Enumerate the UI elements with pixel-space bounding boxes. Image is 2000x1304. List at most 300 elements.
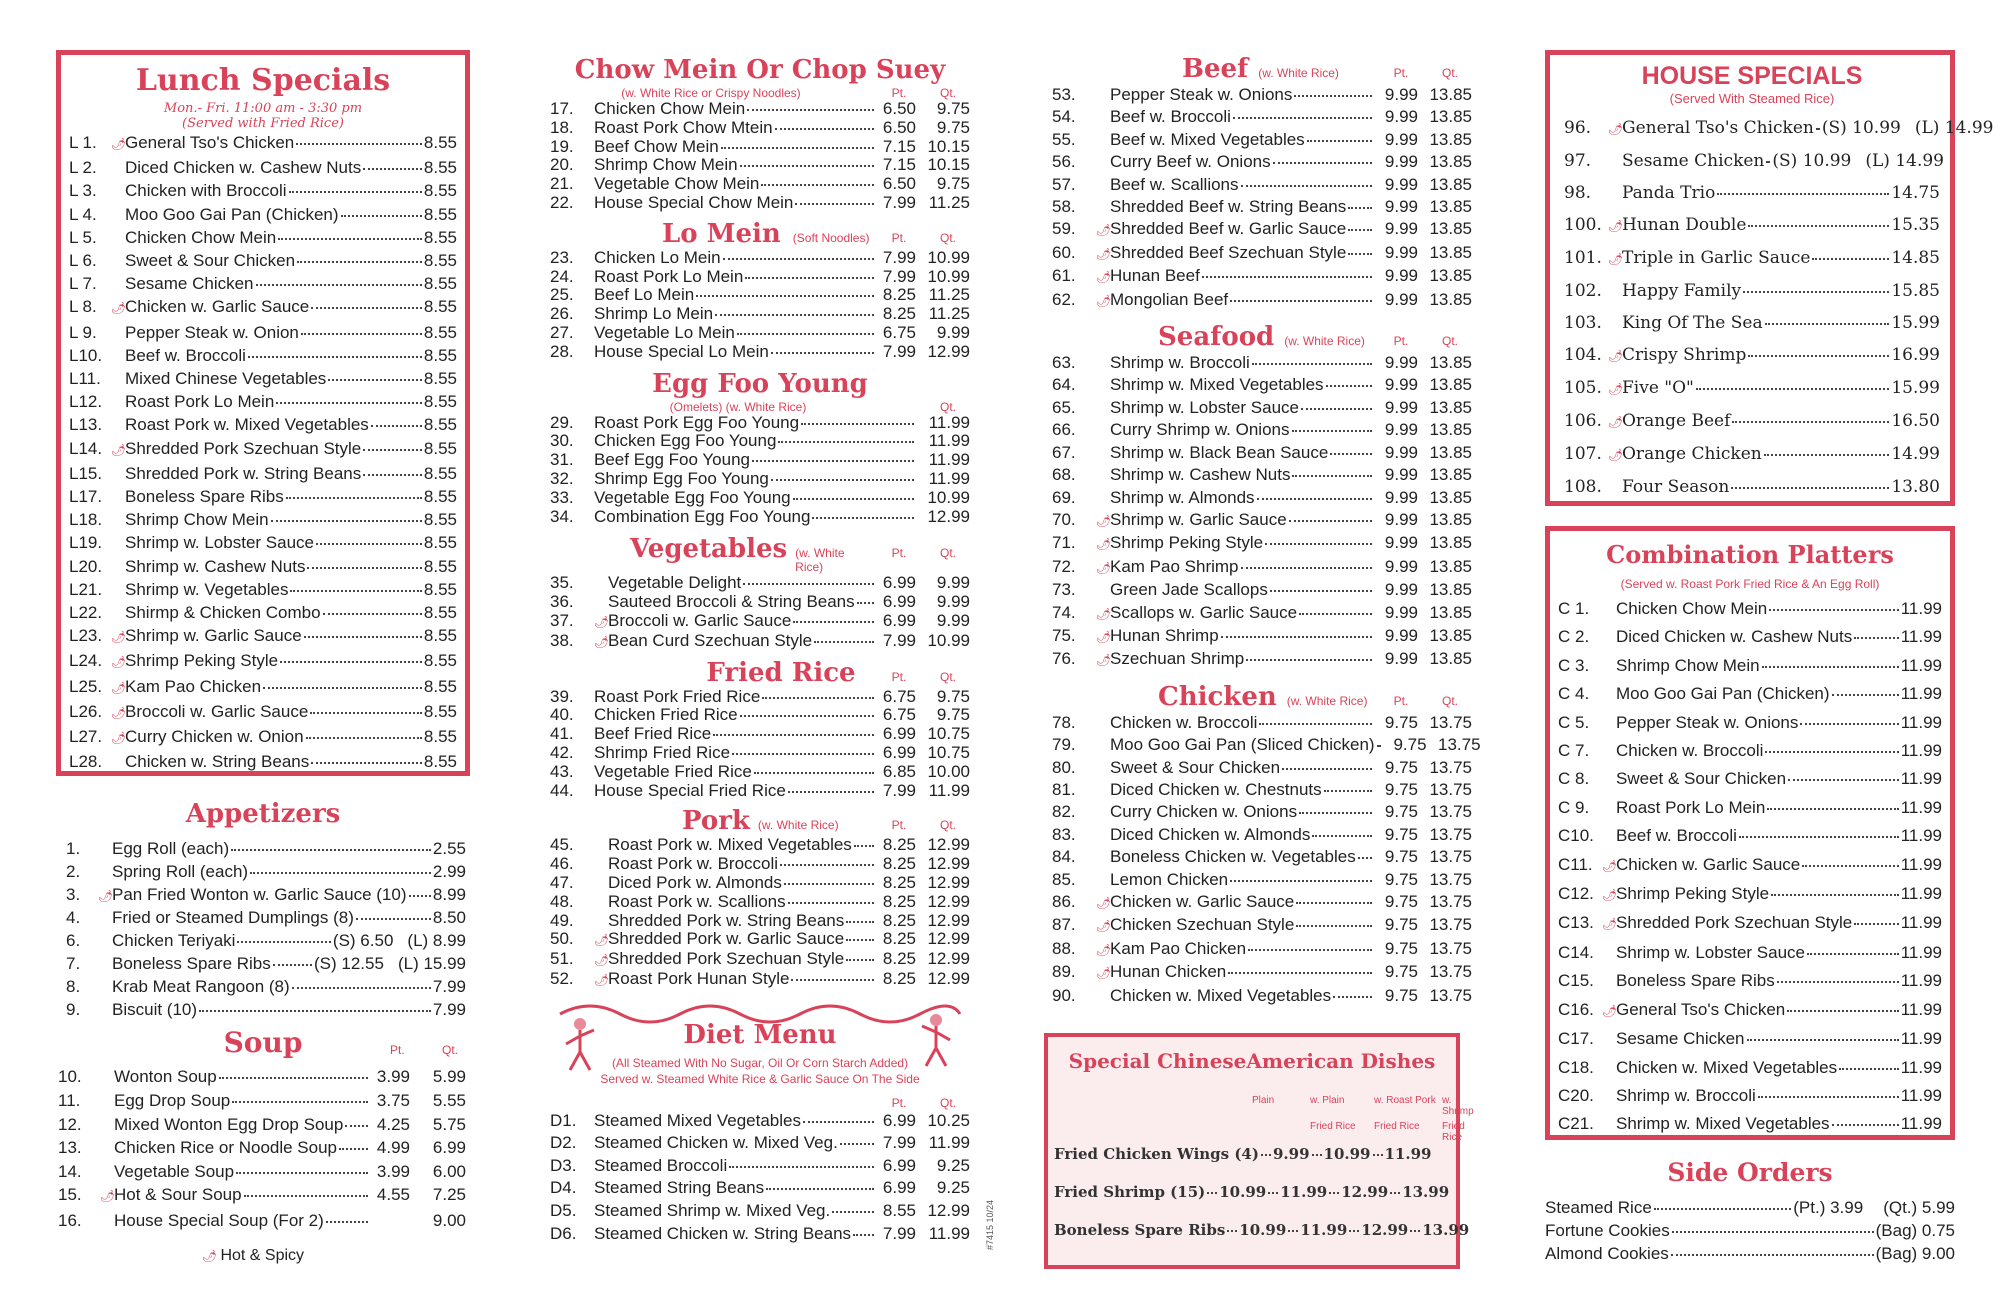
item-number: 9. [66, 999, 81, 1019]
item-price-pint: 9.75 [1384, 915, 1418, 935]
leader-dots [1265, 543, 1372, 545]
chili-icon: 🌶︎ [594, 953, 610, 968]
item-price-small: (S) 6.50 [332, 931, 394, 951]
menu-item [550, 855, 970, 874]
item-name: Chicken Chow Mein [125, 227, 277, 247]
item-price-quart: 13.75 [1429, 915, 1472, 935]
item-price: 11.99 [1900, 627, 1942, 647]
item-name: Wonton Soup [114, 1067, 217, 1087]
item-price-pint: 9.99 [1384, 219, 1418, 239]
menu-item [1052, 487, 1472, 509]
seafood-title: Seafood [1158, 322, 1275, 353]
leader-dots [356, 918, 431, 920]
special-col-header: Plain [1252, 1095, 1275, 1107]
menu-item [58, 1136, 466, 1160]
veg-pt: Pt. [891, 546, 907, 561]
item-price-quart: 13.85 [1429, 509, 1472, 529]
item-price-quart: 13.75 [1429, 779, 1472, 799]
beef-title: Beef [1182, 54, 1249, 84]
item-number: 45. [550, 835, 574, 855]
menu-item [69, 675, 457, 700]
special-row [1054, 1145, 1450, 1183]
chili-icon: 🌶︎ [1096, 246, 1112, 261]
leader-dots [296, 143, 422, 145]
leader-dots [1816, 128, 1820, 130]
item-price-pint: 9.99 [1384, 129, 1418, 149]
leader-dots [290, 590, 421, 592]
item-name: Diced Chicken w. Cashew Nuts [1616, 627, 1853, 647]
leader-dots [857, 602, 874, 604]
item-number: L18. [69, 510, 103, 530]
item-price-quart: 6.99 [432, 1138, 466, 1158]
item-number: 6. [66, 931, 81, 951]
item-price-quart: 6.00 [432, 1161, 466, 1181]
item-price-pint: 9.99 [1384, 152, 1418, 172]
item-price-small: (S) 12.55 [314, 953, 384, 973]
item-price: 8.55 [423, 603, 457, 623]
menu-item [69, 156, 457, 179]
menu-item [1052, 602, 1472, 625]
item-price-quart: 13.85 [1429, 556, 1472, 576]
item-price-pint: 9.99 [1384, 266, 1418, 286]
leader-dots [1762, 666, 1899, 668]
menu-item [550, 763, 970, 782]
friedrice-list [550, 688, 970, 801]
soup-list [56, 1065, 470, 1232]
item-price-pint: 7.99 [882, 1223, 916, 1243]
item-number: 44. [550, 780, 574, 800]
menu-item [1558, 851, 1942, 880]
leader-dots [778, 441, 914, 443]
leader-dots [1312, 1154, 1322, 1156]
item-name: Chicken w. Broccoli [1110, 712, 1258, 732]
item-number: 73. [1052, 580, 1076, 600]
chili-icon: 🌶︎ [1096, 560, 1112, 575]
item-price: 15.99 [1891, 313, 1940, 333]
item-price-quart: 5.55 [432, 1090, 466, 1110]
item-price-quart: 13.85 [1429, 375, 1472, 395]
diet-header [550, 1000, 970, 1096]
item-price-pint: 6.99 [882, 742, 916, 762]
item-number: C 7. [1558, 741, 1590, 761]
item-number: 8. [66, 976, 81, 996]
item-number: 97. [1564, 151, 1592, 171]
item-price-pint: 9.99 [1384, 556, 1418, 576]
menu-item [1052, 218, 1472, 241]
item-name: Roast Pork w. Mixed Vegetables [125, 415, 369, 435]
item-name: Sweet & Sour Chicken [1110, 757, 1281, 777]
diet-pt: Pt. [891, 1095, 907, 1110]
item-number: 22. [550, 192, 574, 212]
menu-item [550, 194, 970, 213]
item-number: 71. [1052, 533, 1076, 553]
item-number: 51. [550, 949, 574, 969]
leader-dots [801, 423, 914, 425]
item-number: 103. [1564, 313, 1602, 333]
item-price-pint: 9.75 [1384, 938, 1418, 958]
leader-dots [723, 258, 874, 260]
item-price-pint: 9.75 [1384, 892, 1418, 911]
leader-dots [1294, 95, 1372, 97]
leader-dots [812, 517, 914, 519]
item-price-pint: 9.75 [1384, 757, 1418, 777]
item-number: 104. [1564, 345, 1602, 365]
item-price: 16.50 [1891, 411, 1940, 431]
friedrice-title: Fried Rice [706, 657, 856, 688]
item-number: 60. [1052, 242, 1076, 262]
item-price-quart: 13.85 [1429, 625, 1472, 645]
item-number: C18. [1558, 1057, 1594, 1077]
item-number: 67. [1052, 442, 1076, 462]
item-number: 105. [1564, 378, 1602, 398]
leader-dots [754, 772, 874, 774]
chicken-qt: Qt. [1441, 693, 1458, 708]
item-price-quart: 13.85 [1429, 174, 1472, 194]
item-number: L 6. [69, 251, 97, 271]
item-number: 100. [1564, 215, 1602, 235]
special-col-subheader: Fried Rice [1442, 1121, 1465, 1144]
item-price-quart: 10.99 [927, 630, 970, 650]
item-price: 8.55 [423, 626, 457, 646]
menu-item [550, 100, 970, 119]
item-price: 8.55 [423, 369, 457, 389]
item-price: 8.50 [432, 908, 466, 928]
leader-dots [341, 215, 422, 217]
leader-dots [840, 1143, 874, 1145]
item-number: 85. [1052, 869, 1076, 889]
item-number: D6. [550, 1223, 577, 1243]
item-name: Roast Pork Egg Foo Young [594, 412, 800, 432]
leader-dots [793, 498, 914, 500]
item-number: 34. [550, 506, 574, 526]
item-price-pint: 9.75 [1384, 802, 1418, 822]
eggfoo-list [550, 414, 970, 527]
house-title: HOUSE SPECIALS [1641, 62, 1863, 90]
menu-item [69, 555, 457, 578]
menu-item [58, 1209, 466, 1233]
item-name: Shrimp w. Black Bean Sauce [1110, 442, 1329, 462]
leader-dots [1312, 835, 1372, 837]
item-name: Shrimp w. Almonds [1110, 487, 1255, 507]
special-price: 11.99 [1300, 1221, 1348, 1240]
beef-list [1052, 84, 1472, 312]
leader-dots [1296, 902, 1372, 904]
item-number: 57. [1052, 174, 1076, 194]
item-number: C 9. [1558, 797, 1590, 817]
item-name: Diced Chicken w. Almonds [1110, 824, 1311, 844]
leader-dots [1743, 291, 1889, 293]
item-number: D1. [550, 1110, 577, 1130]
item-name: Beef Lo Mein [594, 285, 695, 305]
item-price-quart: 10.25 [927, 1110, 970, 1130]
menu-item [1052, 174, 1472, 196]
chili-icon: 🌶︎ [202, 1248, 218, 1263]
leader-dots [1329, 1192, 1339, 1194]
menu-item [1564, 405, 1940, 438]
menu-item [550, 970, 970, 990]
leader-dots [737, 333, 874, 335]
leader-dots [1832, 1124, 1899, 1126]
leader-dots [1765, 751, 1898, 753]
item-price-quart: 11.99 [928, 450, 970, 470]
chili-icon: 🌶︎ [1096, 896, 1112, 910]
item-number: L20. [69, 556, 103, 576]
item-number: C16. [1558, 999, 1594, 1019]
leader-dots [1259, 723, 1372, 725]
combo-box [1545, 526, 1955, 1140]
menu-item [1558, 794, 1942, 822]
print-code: #7415 10/24 [985, 1199, 995, 1250]
item-number: L14. [69, 438, 103, 458]
item-number: 37. [550, 610, 574, 630]
item-name: Chicken with Broccoli [125, 181, 287, 201]
menu-item [550, 1223, 970, 1246]
item-price-quart: 13.85 [1429, 107, 1472, 127]
menu-item [1052, 556, 1472, 579]
item-price-pint: 9.99 [1384, 580, 1418, 600]
leader-dots [788, 902, 874, 904]
item-price: 8.55 [423, 322, 457, 342]
item-price-quart: 11.99 [928, 412, 970, 432]
item-price-pint: 6.99 [882, 1178, 916, 1198]
leader-dots [232, 1101, 368, 1103]
menu-item [1052, 374, 1472, 396]
leader-dots [286, 497, 422, 499]
menu-item [550, 836, 970, 855]
menu-item [1052, 869, 1472, 891]
item-price: 11.99 [1900, 684, 1942, 704]
menu-item [1564, 339, 1940, 372]
menu-item [1052, 824, 1472, 846]
item-number: C20. [1558, 1085, 1594, 1105]
combo-title: Combination Platters [1606, 540, 1894, 569]
item-number: D3. [550, 1155, 577, 1175]
chili-icon: 🌶︎ [1602, 858, 1618, 873]
item-number: 36. [550, 592, 574, 612]
item-name: Broccoli w. Garlic Sauce [608, 610, 792, 630]
menu-item [1558, 967, 1942, 995]
menu-item [1052, 801, 1472, 823]
chili-icon: 🌶︎ [1096, 223, 1112, 238]
item-number: 13. [58, 1138, 82, 1158]
item-name: Shrimp w. Lobster Sauce [1110, 397, 1299, 417]
beef-qt: Qt. [1441, 66, 1458, 80]
chili-icon: 🌶︎ [1096, 293, 1112, 308]
menu-item [1052, 352, 1472, 374]
item-number: 101. [1564, 248, 1602, 268]
item-price-quart: 13.75 [1429, 824, 1472, 844]
item-price-quart: 9.25 [936, 1178, 970, 1198]
menu-item [1052, 938, 1472, 961]
item-number: 23. [550, 247, 574, 267]
special-col-header: w. Roast Pork [1374, 1095, 1436, 1107]
leader-dots [846, 959, 874, 961]
menu-item [1558, 1025, 1942, 1053]
item-price-quart: 13.85 [1429, 353, 1472, 373]
item-number: 3. [66, 884, 81, 904]
item-name: Vegetable Delight [608, 573, 742, 593]
chicken-note: (w. White Rice) [1286, 693, 1368, 708]
item-price-quart: 9.25 [936, 1155, 970, 1175]
leader-dots [250, 872, 431, 874]
item-name: Steamed Rice [1545, 1198, 1652, 1217]
item-price: 11.99 [1900, 971, 1942, 991]
item-price-pint: 9.75 [1384, 962, 1418, 982]
item-name: Shrimp w. Mixed Vegetables [1616, 1114, 1830, 1134]
item-price-pint: 8.25 [882, 285, 916, 305]
item-number: 10. [58, 1067, 82, 1087]
column-1 [56, 50, 470, 1265]
leader-dots [1739, 836, 1899, 838]
leader-dots [280, 661, 422, 663]
item-price: 11.99 [1900, 797, 1942, 817]
item-name: Chicken w. Garlic Sauce [1110, 892, 1295, 911]
item-price-pint: 4.55 [376, 1185, 410, 1205]
item-price-quart: 13.85 [1429, 289, 1472, 309]
leader-dots [237, 941, 330, 943]
menu-item [1558, 623, 1942, 651]
leader-dots [1717, 193, 1889, 195]
leader-dots [1373, 1154, 1383, 1156]
beef-pt: Pt. [1393, 66, 1409, 80]
item-name: General Tso's Chicken [1616, 999, 1786, 1019]
item-number: 75. [1052, 625, 1076, 645]
item-name: Shrimp Peking Style [1110, 533, 1264, 553]
lomein-pt: Pt. [891, 230, 907, 245]
chili-icon: 🌶︎ [111, 655, 127, 670]
item-name: Diced Chicken w. Chestnuts [1110, 779, 1322, 799]
menu-item [550, 451, 970, 470]
item-price-quart: 13.75 [1429, 869, 1472, 889]
item-number: 49. [550, 910, 574, 930]
item-price: 8.55 [423, 487, 457, 507]
item-number: L25. [69, 676, 103, 696]
item-name: Fried or Steamed Dumplings (8) [112, 908, 354, 928]
item-name: Sauteed Broccoli & String Beans [608, 592, 855, 612]
leader-dots [1766, 161, 1770, 163]
leader-dots [326, 1221, 368, 1223]
chili-icon: 🌶︎ [1096, 629, 1112, 644]
item-number: 14. [58, 1161, 82, 1181]
item-price: (L) 14.99 [1865, 151, 1944, 171]
item-price-quart: 11.25 [928, 285, 970, 305]
item-number: 24. [550, 266, 574, 286]
special-price: 10.99 [1323, 1145, 1371, 1164]
leader-dots [780, 864, 874, 866]
menu-item [550, 874, 970, 893]
menu-item [1564, 471, 1940, 503]
chili-icon: 🌶︎ [1608, 349, 1624, 363]
item-price-quart: 13.85 [1429, 397, 1472, 417]
item-name: Combination Egg Foo Young [594, 506, 811, 526]
leader-dots [1282, 768, 1372, 770]
item-price-pint: 6.75 [882, 322, 916, 342]
item-price-quart: 12.99 [927, 872, 970, 892]
item-name: Steamed Mixed Vegetables [594, 1110, 801, 1130]
item-name: Egg Drop Soup [114, 1090, 231, 1110]
special-american-box [1044, 1033, 1474, 1269]
item-name: Shrimp w. Garlic Sauce [125, 626, 302, 646]
chicken-title: Chicken [1158, 681, 1277, 712]
item-price: 8.55 [423, 297, 457, 317]
chicken-header [1052, 682, 1472, 712]
soup-header [56, 1021, 470, 1065]
lomein-title: Lo Mein [662, 218, 781, 249]
item-number: D4. [550, 1178, 577, 1198]
item-price-pint: 6.99 [882, 724, 916, 744]
leader-dots [1221, 636, 1372, 638]
item-number: C17. [1558, 1029, 1594, 1049]
item-name: Vegetable Lo Mein [594, 322, 735, 342]
leader-dots [791, 979, 874, 981]
item-number: 40. [550, 705, 574, 725]
seafood-qt: Qt. [1441, 334, 1458, 349]
item-price-quart: 11.99 [928, 431, 970, 451]
item-number: 76. [1052, 649, 1076, 669]
leader-dots [795, 203, 874, 205]
menu-item [1558, 1110, 1942, 1138]
item-number: C 4. [1558, 684, 1590, 704]
item-price: 11.99 [1900, 826, 1942, 846]
item-price-quart: 11.25 [928, 304, 970, 324]
item-number: L13. [69, 415, 103, 435]
chili-icon: 🌶︎ [1608, 415, 1624, 429]
chili-icon: 🌶︎ [111, 680, 127, 695]
leader-dots [323, 613, 422, 615]
leader-dots [244, 1195, 368, 1197]
item-number: 90. [1052, 985, 1076, 1005]
item-number: C 2. [1558, 627, 1590, 647]
item-number: 84. [1052, 847, 1076, 867]
item-price: 11.99 [1900, 655, 1942, 675]
item-price: 11.99 [1900, 712, 1942, 732]
leader-dots [1654, 1208, 1791, 1210]
soup-pt-label: Pt. [390, 1043, 405, 1058]
item-name: Shrimp Lo Mein [594, 304, 714, 324]
leader-dots [256, 284, 422, 286]
menu-item [1564, 209, 1940, 242]
item-price-pint: 6.85 [882, 761, 916, 781]
menu-item [66, 953, 466, 976]
item-price-pint: 9.99 [1384, 625, 1418, 645]
hot-spicy-legend [56, 1247, 470, 1265]
item-name: Scallops w. Garlic Sauce [1110, 602, 1298, 622]
item-number: 11. [58, 1090, 81, 1110]
item-price-pint: 4.25 [376, 1114, 410, 1134]
item-price: 11.99 [1900, 1085, 1942, 1105]
leader-dots [263, 687, 422, 689]
leader-dots [292, 987, 431, 989]
item-price-pint: 6.99 [882, 1155, 916, 1175]
item-number: 17. [550, 99, 574, 118]
item-number: 74. [1052, 602, 1076, 622]
menu-item [1558, 1054, 1942, 1082]
item-number: 32. [550, 468, 574, 488]
chili-icon: 🌶︎ [1096, 270, 1112, 285]
chili-icon: 🌶︎ [1096, 537, 1112, 552]
menu-item [550, 782, 970, 801]
leader-dots [1771, 894, 1899, 896]
item-number: 70. [1052, 509, 1076, 529]
item-price-pint: 8.25 [882, 910, 916, 930]
item-name: Vegetable Egg Foo Young [594, 487, 791, 507]
item-price-quart: 11.99 [928, 468, 970, 488]
item-price-pint: 9.99 [1384, 509, 1418, 529]
item-name: Chicken w. Mixed Vegetables [1616, 1057, 1838, 1077]
item-price-pint: 4.99 [376, 1138, 410, 1158]
item-name: Diced Chicken w. Cashew Nuts [125, 158, 362, 178]
item-price: 8.55 [423, 533, 457, 553]
